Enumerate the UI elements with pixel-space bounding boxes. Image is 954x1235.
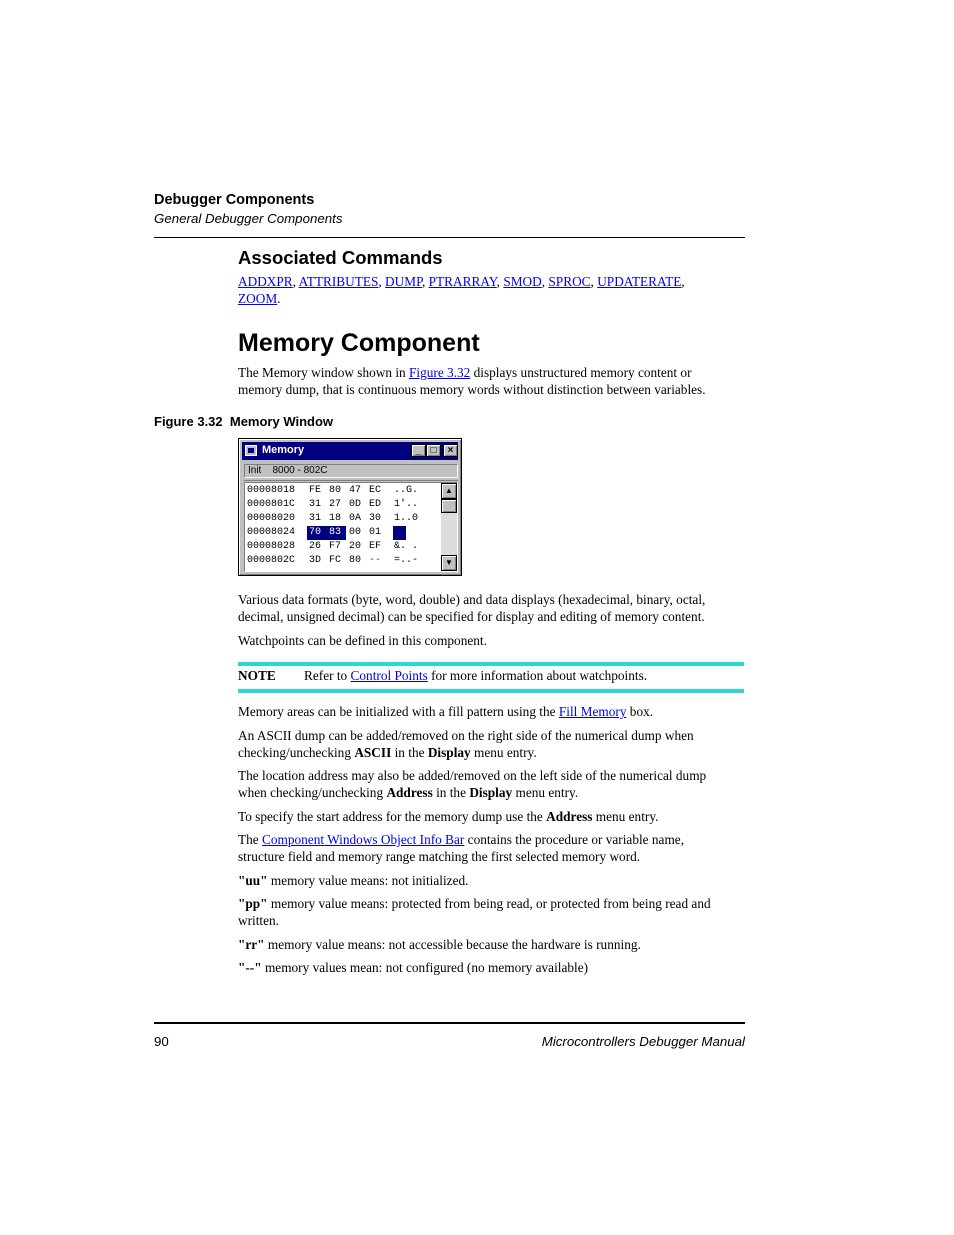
text-line: written. bbox=[238, 913, 279, 928]
rr-paragraph bbox=[238, 936, 748, 953]
ascii-cell: &. . bbox=[394, 541, 419, 552]
window-app-icon bbox=[245, 445, 257, 456]
control-points-link[interactable]: Control Points bbox=[350, 668, 428, 683]
text-part: when checking/unchecking bbox=[238, 785, 387, 800]
note-bottom-bar bbox=[238, 689, 744, 693]
byte-cell[interactable]: 31 bbox=[309, 499, 322, 510]
text-part: checking/unchecking bbox=[238, 745, 355, 760]
page-number: 90 bbox=[154, 1034, 169, 1049]
intro-text: The Memory window shown in bbox=[238, 365, 409, 380]
byte-cell[interactable]: FE bbox=[309, 485, 322, 496]
close-icon[interactable]: × bbox=[443, 444, 458, 457]
text-line: Various data formats (byte, word, double) and data displays (hexadecimal, binary, octal, bbox=[238, 592, 706, 607]
byte-cell[interactable]: 27 bbox=[329, 499, 342, 510]
text-line: structure field and memory range matching the first selected memory word. bbox=[238, 849, 641, 864]
vertical-scrollbar[interactable] bbox=[441, 483, 457, 571]
dashes-paragraph bbox=[238, 959, 748, 976]
text-part: memory value means: protected from being read, or protected from being read and bbox=[267, 896, 711, 911]
command-link[interactable]: ADDXPR bbox=[238, 274, 293, 289]
start-address-paragraph bbox=[238, 808, 748, 825]
text-part: menu entry. bbox=[592, 809, 659, 824]
note-label: NOTE bbox=[238, 668, 276, 683]
address-cell: 00008028 bbox=[247, 541, 296, 552]
memory-range-display: Init 8000 - 802C bbox=[244, 464, 458, 478]
byte-cell[interactable]: 0A bbox=[349, 513, 362, 524]
ascii-cell: ..G. bbox=[394, 485, 419, 496]
address-cell: 00008020 bbox=[247, 513, 296, 524]
memory-row[interactable] bbox=[247, 526, 419, 540]
note-text-part: Refer to bbox=[304, 668, 351, 683]
command-link[interactable]: UPDATERATE bbox=[597, 274, 682, 289]
address-cell: 0000802C bbox=[247, 555, 296, 566]
scroll-thumb[interactable] bbox=[441, 499, 457, 513]
text-part: memory value means: not accessible because the hardware is running. bbox=[264, 937, 641, 952]
text-bold: Display bbox=[427, 745, 471, 760]
byte-cell[interactable]: 18 bbox=[329, 513, 342, 524]
byte-cell[interactable]: 80 bbox=[349, 555, 362, 566]
text-line: An ASCII dump can be added/removed on the right side of the numerical dump when bbox=[238, 728, 694, 743]
byte-cell[interactable]: 26 bbox=[309, 541, 322, 552]
byte-cell[interactable]: 30 bbox=[369, 513, 382, 524]
scroll-up-icon[interactable]: ▲ bbox=[441, 483, 457, 499]
ascii-cell: 1..0 bbox=[394, 513, 419, 524]
note-top-bar bbox=[238, 662, 744, 666]
section-subtitle: General Debugger Components bbox=[154, 211, 343, 226]
fill-memory-paragraph bbox=[238, 703, 748, 720]
text-part: The bbox=[238, 832, 262, 847]
memory-component-heading: Memory Component bbox=[238, 329, 480, 357]
fill-memory-link[interactable]: Fill Memory bbox=[558, 704, 627, 719]
byte-cell[interactable]: 20 bbox=[349, 541, 362, 552]
info-bar-link[interactable]: Component Windows Object Info Bar bbox=[262, 832, 465, 847]
byte-cell[interactable]: 70 bbox=[309, 527, 322, 538]
text-bold: Display bbox=[469, 785, 513, 800]
memory-row[interactable] bbox=[247, 554, 419, 568]
watchpoints-paragraph: Watchpoints can be defined in this component. bbox=[238, 633, 487, 648]
command-link[interactable]: ATTRIBUTES bbox=[298, 274, 379, 289]
text-bold: "pp" bbox=[238, 896, 268, 911]
text-bold: Address bbox=[546, 809, 593, 824]
info-bar-paragraph bbox=[238, 831, 748, 865]
memory-dump-list[interactable] bbox=[244, 482, 458, 572]
associated-commands-heading: Associated Commands bbox=[238, 247, 443, 268]
text-bold: "uu" bbox=[238, 873, 268, 888]
byte-cell[interactable]: 47 bbox=[349, 485, 362, 496]
intro-text: memory dump, that is continuous memory words without distinction between variables. bbox=[238, 382, 706, 397]
byte-cell[interactable]: ED bbox=[369, 499, 382, 510]
command-link[interactable]: ZOOM bbox=[238, 291, 278, 306]
location-address-paragraph bbox=[238, 767, 748, 801]
figure-link[interactable]: Figure 3.32 bbox=[409, 365, 471, 380]
byte-cell[interactable]: FC bbox=[329, 555, 342, 566]
text-line: decimal, unsigned decimal) can be specified for display and editing of memory content. bbox=[238, 609, 705, 624]
command-link[interactable]: SPROC bbox=[548, 274, 591, 289]
ascii-cell: 1'.. bbox=[394, 499, 419, 510]
maximize-icon[interactable]: □ bbox=[426, 444, 441, 457]
command-links: ADDXPR, ATTRIBUTES, DUMP, PTRARRAY, SMOD, SPROC, UPDATERATE, ZOOM. bbox=[238, 274, 685, 306]
uu-paragraph bbox=[238, 872, 748, 889]
command-link[interactable]: PTRARRAY bbox=[428, 274, 497, 289]
intro-text: displays unstructured memory content or bbox=[470, 365, 692, 380]
window-titlebar[interactable] bbox=[242, 442, 458, 460]
text-part: memory values mean: not configured (no memory available) bbox=[261, 960, 589, 975]
byte-cell[interactable]: 80 bbox=[329, 485, 342, 496]
byte-cell[interactable]: 00 bbox=[349, 527, 362, 538]
text-part: To specify the start address for the memory dump use the bbox=[238, 809, 547, 824]
memory-window bbox=[238, 438, 462, 576]
text-part: box. bbox=[626, 704, 654, 719]
note-text-part: for more information about watchpoints. bbox=[427, 668, 648, 683]
memory-row[interactable] bbox=[247, 540, 419, 554]
byte-cell[interactable]: 83 bbox=[329, 527, 342, 538]
text-part: Memory areas can be initialized with a fill pattern using the bbox=[238, 704, 559, 719]
manual-title: Microcontrollers Debugger Manual bbox=[541, 1034, 745, 1049]
note-text bbox=[304, 667, 647, 684]
address-cell: 0000801C bbox=[247, 499, 296, 510]
header-rule bbox=[154, 237, 745, 238]
byte-cell[interactable]: 01 bbox=[369, 527, 382, 538]
memory-row[interactable] bbox=[247, 484, 419, 498]
byte-cell[interactable]: 0D bbox=[349, 499, 362, 510]
window-title: Memory bbox=[262, 444, 305, 456]
byte-cell[interactable]: EF bbox=[369, 541, 382, 552]
byte-cell[interactable]: F7 bbox=[329, 541, 342, 552]
text-part: in the bbox=[391, 745, 428, 760]
text-bold: "rr" bbox=[238, 937, 265, 952]
memory-row[interactable] bbox=[247, 498, 419, 512]
figure-caption: Figure 3.32 Memory Window bbox=[154, 414, 334, 429]
pp-paragraph bbox=[238, 895, 748, 929]
section-title: Debugger Components bbox=[154, 192, 315, 208]
byte-cell[interactable]: 31 bbox=[309, 513, 322, 524]
minimize-icon[interactable]: _ bbox=[411, 444, 426, 457]
divider bbox=[244, 480, 458, 481]
byte-cell[interactable]: -- bbox=[369, 555, 382, 566]
memory-intro bbox=[238, 364, 748, 398]
command-link[interactable]: DUMP bbox=[385, 274, 422, 289]
address-cell: 00008018 bbox=[247, 485, 296, 496]
ascii-dump-paragraph bbox=[238, 727, 748, 761]
text-part: menu entry. bbox=[470, 745, 537, 760]
text-part: contains the procedure or variable name, bbox=[464, 832, 685, 847]
memory-row[interactable] bbox=[247, 512, 419, 526]
footer-rule bbox=[154, 1022, 745, 1024]
text-part: menu entry. bbox=[512, 785, 579, 800]
text-bold: ASCII bbox=[354, 745, 392, 760]
ascii-cell: p... bbox=[394, 527, 419, 538]
formats-paragraph bbox=[238, 591, 748, 625]
byte-cell[interactable]: 3D bbox=[309, 555, 322, 566]
text-part: memory value means: not initialized. bbox=[267, 873, 469, 888]
ascii-cell: =..- bbox=[394, 555, 419, 566]
address-cell: 00008024 bbox=[247, 527, 296, 538]
text-bold: Address bbox=[386, 785, 433, 800]
text-part: in the bbox=[432, 785, 470, 800]
command-link[interactable]: SMOD bbox=[503, 274, 542, 289]
byte-cell[interactable]: EC bbox=[369, 485, 382, 496]
text-line: The location address may also be added/removed on the left side of the numerical dump bbox=[238, 768, 707, 783]
text-bold: "--" bbox=[238, 960, 262, 975]
scroll-down-icon[interactable]: ▼ bbox=[441, 555, 457, 571]
